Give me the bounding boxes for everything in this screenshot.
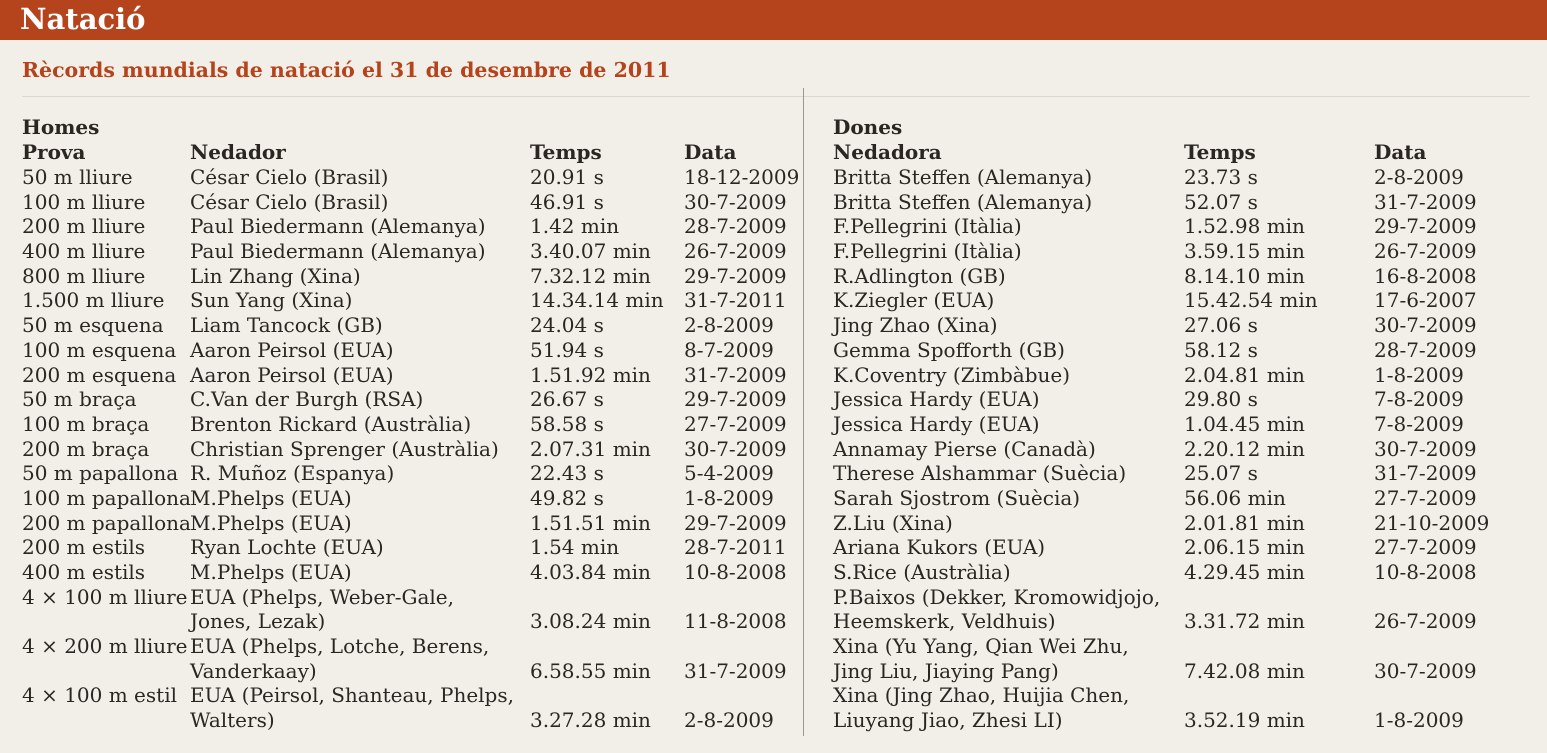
table-row xyxy=(833,461,1533,486)
header-date: Data xyxy=(1374,140,1427,164)
relay-row xyxy=(22,585,802,634)
swimmer-cell: Sarah Sjostrom (Suècia) xyxy=(833,485,1081,510)
time-cell: 51.94 s xyxy=(530,337,604,362)
swimmer-cell: F.Pellegrini (Itàlia) xyxy=(833,239,1022,264)
swimmer-cell: Aaron Peirsol (EUA) xyxy=(190,362,394,387)
table-row xyxy=(22,239,802,264)
table-row xyxy=(22,412,802,437)
date-cell: 27-7-2009 xyxy=(1374,485,1477,510)
swimmer-cell: Christian Sprenger (Austràlia) xyxy=(190,436,499,461)
women-rows xyxy=(833,165,1533,733)
event-cell: 4 × 100 m lliure xyxy=(22,584,188,609)
date-cell: 18-12-2009 xyxy=(684,165,800,189)
date-cell: 31-7-2011 xyxy=(684,288,787,313)
table-row xyxy=(833,190,1533,215)
event-cell: 4 × 100 m estil xyxy=(22,683,177,708)
relay-row xyxy=(22,683,802,732)
table-row xyxy=(833,313,1533,338)
table-row xyxy=(833,338,1533,363)
section-banner xyxy=(0,0,1547,40)
men-header-row xyxy=(22,140,802,165)
swimmer-cell: Paul Biedermann (Alemanya) xyxy=(190,239,486,264)
table-row xyxy=(22,437,802,462)
date-cell: 29-7-2009 xyxy=(684,510,787,535)
time-cell: 25.07 s xyxy=(1184,461,1258,486)
date-cell: 30-7-2009 xyxy=(684,189,787,214)
event-cell: 200 m estils xyxy=(22,535,146,560)
date-cell: 31-7-2009 xyxy=(684,658,787,683)
swimmer-cell: M.Phelps (EUA) xyxy=(190,510,352,535)
divider-horizontal xyxy=(22,96,1530,97)
time-cell: 27.06 s xyxy=(1184,313,1258,338)
table-row xyxy=(22,288,802,313)
date-cell: 31-7-2009 xyxy=(1374,461,1477,486)
event-cell: 200 m papallona xyxy=(22,510,191,535)
header-time: Temps xyxy=(1184,140,1256,164)
date-cell: 10-8-2008 xyxy=(684,560,787,584)
time-cell: 1.51.92 min xyxy=(530,362,651,387)
table-row xyxy=(22,511,802,536)
date-cell: 26-7-2009 xyxy=(1374,239,1477,264)
time-cell: 1.54 min xyxy=(530,535,620,560)
time-cell: 4.29.45 min xyxy=(1184,560,1305,584)
swimmer-cell: Paul Biedermann (Alemanya) xyxy=(190,214,486,239)
time-cell: 26.67 s xyxy=(530,387,604,412)
date-cell: 10-8-2008 xyxy=(1374,560,1477,584)
table-row xyxy=(833,535,1533,560)
time-cell: 3.59.15 min xyxy=(1184,239,1305,264)
swimmer-cell: César Cielo (Brasil) xyxy=(190,165,389,189)
table-row xyxy=(22,486,802,511)
event-cell: 400 m lliure xyxy=(22,239,146,264)
date-cell: 1-8-2009 xyxy=(1374,708,1464,733)
swimmer-cell: Jessica Hardy (EUA) xyxy=(833,411,1040,436)
time-cell: 15.42.54 min xyxy=(1184,288,1318,313)
table-subtitle: Rècords mundials de natació el 31 de desembre de 2011 xyxy=(22,58,671,82)
swimmer-cell: Xina (Jing Zhao, Huijia Chen, Liuyang Jiao, Zhesi LI) xyxy=(833,683,1130,733)
table-row xyxy=(22,214,802,239)
event-cell: 400 m estils xyxy=(22,560,146,584)
event-cell: 100 m esquena xyxy=(22,337,177,362)
relay-row xyxy=(833,634,1533,683)
date-cell: 28-7-2009 xyxy=(1374,337,1477,362)
swimmer-cell: Liam Tancock (GB) xyxy=(190,313,383,338)
time-cell: 3.52.19 min xyxy=(1184,708,1305,733)
time-cell: 58.58 s xyxy=(530,411,604,436)
time-cell: 2.01.81 min xyxy=(1184,510,1305,535)
swimmer-cell: Britta Steffen (Alemanya) xyxy=(833,165,1093,189)
time-cell: 24.04 s xyxy=(530,313,604,338)
time-cell: 1.51.51 min xyxy=(530,510,651,535)
time-cell: 3.27.28 min xyxy=(530,708,651,733)
swimmer-cell: EUA (Phelps, Lotche, Berens, Vanderkaay) xyxy=(190,634,490,683)
date-cell: 28-7-2009 xyxy=(684,214,787,239)
swimmer-cell: Ariana Kukors (EUA) xyxy=(833,535,1046,560)
date-cell: 31-7-2009 xyxy=(1374,189,1477,214)
table-row xyxy=(833,486,1533,511)
time-cell: 52.07 s xyxy=(1184,189,1258,214)
time-cell: 4.03.84 min xyxy=(530,560,651,584)
event-cell: 1.500 m lliure xyxy=(22,288,165,313)
time-cell: 20.91 s xyxy=(530,165,604,189)
swimmer-cell: Sun Yang (Xina) xyxy=(190,288,353,313)
date-cell: 21-10-2009 xyxy=(1374,510,1490,535)
time-cell: 7.32.12 min xyxy=(530,263,651,288)
table-row xyxy=(22,387,802,412)
swimmer-cell: M.Phelps (EUA) xyxy=(190,560,352,584)
swimmer-cell: Annamay Pierse (Canadà) xyxy=(833,436,1096,461)
relay-row xyxy=(833,683,1533,732)
swimmer-cell: Jessica Hardy (EUA) xyxy=(833,387,1040,412)
date-cell: 8-7-2009 xyxy=(684,337,774,362)
swimmer-cell: EUA (Phelps, Weber-Gale, Jones, Lezak) xyxy=(190,584,455,634)
table-row xyxy=(22,264,802,289)
time-cell: 49.82 s xyxy=(530,485,604,510)
table-row xyxy=(833,363,1533,388)
time-cell: 3.40.07 min xyxy=(530,239,651,264)
date-cell: 5-4-2009 xyxy=(684,461,774,486)
table-row xyxy=(22,313,802,338)
date-cell: 29-7-2009 xyxy=(684,387,787,412)
time-cell: 29.80 s xyxy=(1184,387,1258,412)
swimmer-cell: K.Ziegler (EUA) xyxy=(833,288,995,313)
swimmer-cell: R. Muñoz (Espanya) xyxy=(190,461,395,486)
time-cell: 1.04.45 min xyxy=(1184,411,1305,436)
table-row xyxy=(833,560,1533,585)
table-row xyxy=(833,214,1533,239)
relay-row xyxy=(22,634,802,683)
time-cell: 6.58.55 min xyxy=(530,658,651,683)
women-title: Dones xyxy=(833,115,903,139)
swimmer-cell: R.Adlington (GB) xyxy=(833,263,1006,288)
table-row xyxy=(22,338,802,363)
swimmer-cell: Xina (Yu Yang, Qian Wei Zhu, Jing Liu, Jiaying Pang) xyxy=(833,634,1129,683)
time-cell: 23.73 s xyxy=(1184,165,1258,189)
date-cell: 26-7-2009 xyxy=(684,239,787,264)
date-cell: 2-8-2009 xyxy=(1374,165,1464,189)
table-row xyxy=(833,511,1533,536)
date-cell: 16-8-2008 xyxy=(1374,263,1477,288)
swimmer-cell: Z.Liu (Xina) xyxy=(833,510,953,535)
swimmer-cell: Therese Alshammar (Suècia) xyxy=(833,461,1127,486)
header-time: Temps xyxy=(530,140,602,164)
banner-title: Natació xyxy=(20,2,146,36)
date-cell: 7-8-2009 xyxy=(1374,411,1464,436)
women-records xyxy=(833,115,1533,733)
date-cell: 29-7-2009 xyxy=(1374,214,1477,239)
swimmer-cell: Lin Zhang (Xina) xyxy=(190,263,361,288)
header-swimmer: Nedadora xyxy=(833,140,942,164)
header-date: Data xyxy=(684,140,737,164)
date-cell: 28-7-2011 xyxy=(684,535,787,560)
swimmer-cell: M.Phelps (EUA) xyxy=(190,485,352,510)
swimmer-cell: P.Baixos (Dekker, Kromowidjojo, Heemskerk, Veldhuis) xyxy=(833,584,1161,634)
time-cell: 22.43 s xyxy=(530,461,604,486)
swimmer-cell: EUA (Peirsol, Shanteau, Phelps, Walters) xyxy=(190,683,514,733)
swimmer-cell: Gemma Spofforth (GB) xyxy=(833,337,1065,362)
table-row xyxy=(833,264,1533,289)
event-cell: 100 m lliure xyxy=(22,189,146,214)
table-row xyxy=(833,239,1533,264)
time-cell: 1.52.98 min xyxy=(1184,214,1305,239)
date-cell: 26-7-2009 xyxy=(1374,609,1477,634)
table-row xyxy=(833,165,1533,190)
table-row xyxy=(833,412,1533,437)
date-cell: 2-8-2009 xyxy=(684,708,774,733)
event-cell: 50 m lliure xyxy=(22,165,133,189)
date-cell: 27-7-2009 xyxy=(684,411,787,436)
header-swimmer: Nedador xyxy=(190,140,286,164)
time-cell: 2.07.31 min xyxy=(530,436,651,461)
swimmer-cell: K.Coventry (Zimbàbue) xyxy=(833,362,1071,387)
date-cell: 30-7-2009 xyxy=(1374,436,1477,461)
table-row xyxy=(22,165,802,190)
table-row xyxy=(22,190,802,215)
event-cell: 50 m esquena xyxy=(22,313,164,338)
table-row xyxy=(833,288,1533,313)
swimmer-cell: Aaron Peirsol (EUA) xyxy=(190,337,394,362)
table-row xyxy=(833,387,1533,412)
date-cell: 1-8-2009 xyxy=(684,485,774,510)
time-cell: 7.42.08 min xyxy=(1184,658,1305,683)
event-cell: 100 m papallona xyxy=(22,485,191,510)
event-cell: 100 m braça xyxy=(22,411,150,436)
date-cell: 17-6-2007 xyxy=(1374,288,1477,313)
date-cell: 27-7-2009 xyxy=(1374,535,1477,560)
time-cell: 58.12 s xyxy=(1184,337,1258,362)
date-cell: 29-7-2009 xyxy=(684,263,787,288)
event-cell: 800 m lliure xyxy=(22,263,146,288)
date-cell: 31-7-2009 xyxy=(684,362,787,387)
time-cell: 56.06 min xyxy=(1184,485,1286,510)
swimmer-cell: Brenton Rickard (Austràlia) xyxy=(190,411,472,436)
time-cell: 2.20.12 min xyxy=(1184,436,1305,461)
swimmer-cell: César Cielo (Brasil) xyxy=(190,189,389,214)
men-records xyxy=(22,115,802,733)
event-cell: 4 × 200 m lliure xyxy=(22,634,188,659)
time-cell: 2.04.81 min xyxy=(1184,362,1305,387)
event-cell: 200 m braça xyxy=(22,436,150,461)
swimmer-cell: F.Pellegrini (Itàlia) xyxy=(833,214,1022,239)
time-cell: 1.42 min xyxy=(530,214,620,239)
time-cell: 46.91 s xyxy=(530,189,604,214)
date-cell: 11-8-2008 xyxy=(684,609,787,634)
divider-vertical xyxy=(803,88,804,736)
women-header-row xyxy=(833,140,1533,165)
date-cell: 30-7-2009 xyxy=(1374,313,1477,338)
time-cell: 3.08.24 min xyxy=(530,609,651,634)
swimmer-cell: Jing Zhao (Xina) xyxy=(833,313,998,338)
men-rows xyxy=(22,165,802,733)
event-cell: 200 m esquena xyxy=(22,362,177,387)
table-row xyxy=(833,437,1533,462)
table-row xyxy=(22,461,802,486)
relay-row xyxy=(833,585,1533,634)
event-cell: 50 m braça xyxy=(22,387,137,412)
date-cell: 7-8-2009 xyxy=(1374,387,1464,412)
table-row xyxy=(22,535,802,560)
table-row xyxy=(22,560,802,585)
event-cell: 200 m lliure xyxy=(22,214,146,239)
event-cell: 50 m papallona xyxy=(22,461,179,486)
time-cell: 3.31.72 min xyxy=(1184,609,1305,634)
time-cell: 8.14.10 min xyxy=(1184,263,1305,288)
header-event: Prova xyxy=(22,140,86,164)
date-cell: 30-7-2009 xyxy=(684,436,787,461)
time-cell: 2.06.15 min xyxy=(1184,535,1305,560)
date-cell: 2-8-2009 xyxy=(684,313,774,338)
time-cell: 14.34.14 min xyxy=(530,288,664,313)
table-row xyxy=(22,363,802,388)
date-cell: 1-8-2009 xyxy=(1374,362,1464,387)
swimmer-cell: Britta Steffen (Alemanya) xyxy=(833,189,1093,214)
men-title: Homes xyxy=(22,115,100,139)
swimmer-cell: Ryan Lochte (EUA) xyxy=(190,535,384,560)
date-cell: 30-7-2009 xyxy=(1374,658,1477,683)
swimmer-cell: S.Rice (Austràlia) xyxy=(833,560,1011,584)
swimmer-cell: C.Van der Burgh (RSA) xyxy=(190,387,424,412)
